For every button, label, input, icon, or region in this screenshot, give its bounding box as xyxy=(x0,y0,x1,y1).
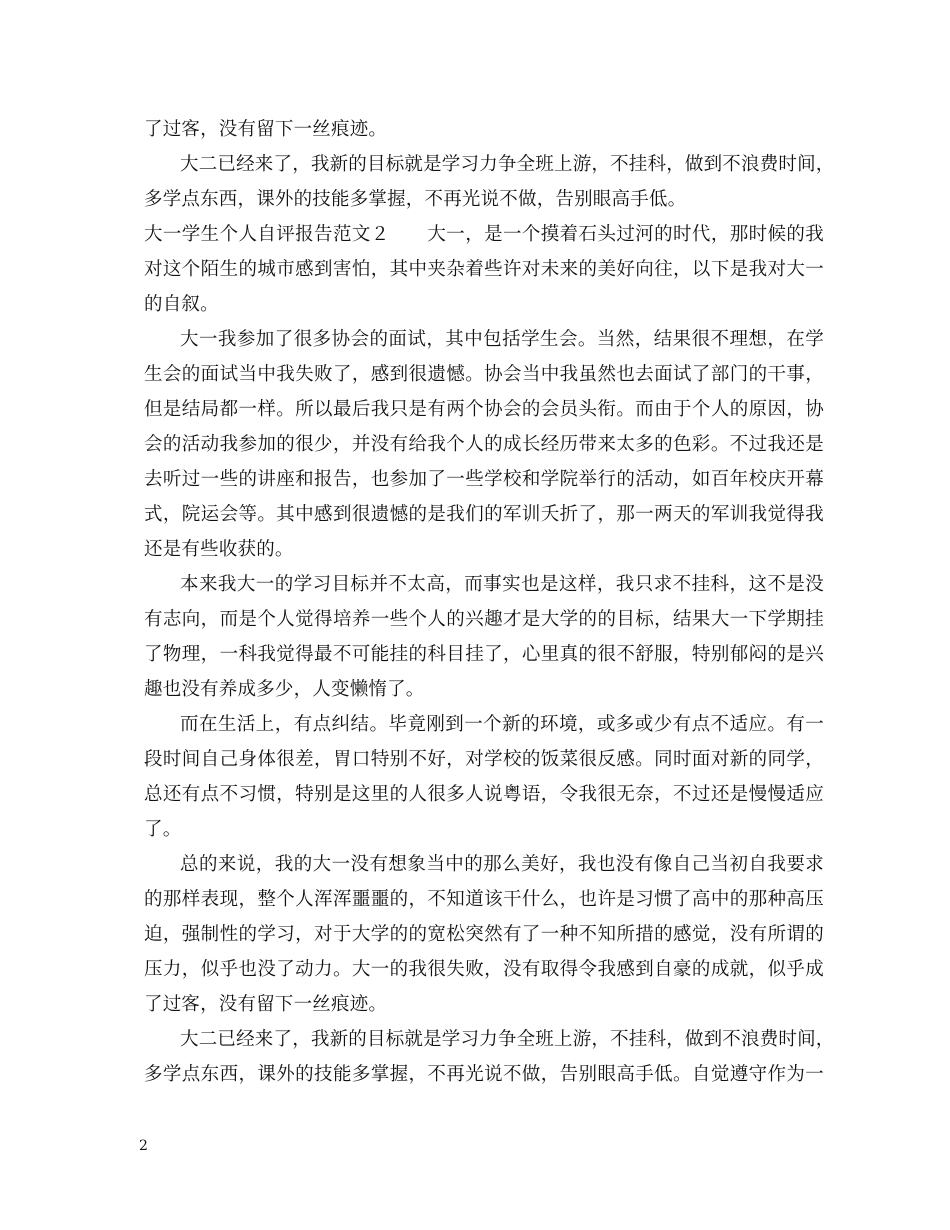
text-line: 总的来说，我的大一没有想象当中的那么美好，我也没有像自己当初自我要求 xyxy=(180,854,824,875)
text-line: 大二已经来了，我新的目标就是学习力争全班上游，不挂科，做到不浪费时间， xyxy=(180,154,835,175)
text-line: 多学点东西，课外的技能多掌握，不再光说不做，告别眼高手低。 xyxy=(144,189,687,210)
text-line: 生会的面试当中我失败了，感到很遗憾。协会当中我虽然也去面试了部门的干事， xyxy=(144,364,824,385)
text-line: 会的活动我参加的很少，并没有给我个人的成长经历带来太多的色彩。不过我还是 xyxy=(144,434,824,455)
text-line: 大一我参加了很多协会的面试，其中包括学生会。当然，结果很不理想，在学 xyxy=(180,329,824,350)
page-number: 2 xyxy=(139,1138,148,1154)
text-line: 大二已经来了，我新的目标就是学习力争全班上游，不挂科，做到不浪费时间， xyxy=(180,1029,835,1050)
text-line: 去听过一些的讲座和报告，也参加了一些学校和学院举行的活动，如百年校庆开幕 xyxy=(144,469,824,490)
text-line: 了过客，没有留下一丝痕迹。 xyxy=(144,994,388,1015)
text-line: 而在生活上，有点纠结。毕竟刚到一个新的环境，或多或少有点不适应。有一 xyxy=(180,714,824,735)
text-line: 压力，似乎也没了动力。大一的我很失败，没有取得令我感到自豪的成就，似乎成 xyxy=(144,959,824,980)
text-line: 本来我大一的学习目标并不太高，而事实也是这样，我只求不挂科，这不是没 xyxy=(180,574,824,595)
text-line: 有志向，而是个人觉得培养一些个人的兴趣才是大学的的目标，结果大一下学期挂 xyxy=(144,609,824,630)
text-line: 的自叙。 xyxy=(144,294,219,315)
text-line: 了过客，没有留下一丝痕迹。 xyxy=(144,119,388,140)
text-line: 迫，强制性的学习，对于大学的的宽松突然有了一种不知所措的感觉，没有所谓的 xyxy=(144,924,824,945)
text-line: 的那样表现，整个人浑浑噩噩的，不知道该干什么，也许是习惯了高中的那种高压 xyxy=(144,889,824,910)
text-line: 还是有些收获的。 xyxy=(144,539,294,560)
text-line: 对这个陌生的城市感到害怕，其中夹杂着些许对未来的美好向往，以下是我对大一 xyxy=(144,259,824,280)
text-line: 段时间自己身体很差，胃口特别不好，对学校的饭菜很反感。同时面对新的同学， xyxy=(144,749,824,770)
text-line: 大一学生个人自评报告范文２ 大一，是一个摸着石头过河的时代，那时候的我 xyxy=(144,224,824,245)
text-line: 但是结局都一样。所以最后我只是有两个协会的会员头衔。而由于个人的原因，协 xyxy=(144,399,824,420)
text-line: 总还有点不习惯，特别是这里的人很多人说粤语，令我很无奈，不过还是慢慢适应 xyxy=(144,784,824,805)
text-line: 了物理，一科我觉得最不可能挂的科目挂了，心里真的很不舒服，特别郁闷的是兴 xyxy=(144,644,824,665)
text-line: 了。 xyxy=(144,819,182,840)
text-line: 多学点东西，课外的技能多掌握，不再光说不做，告别眼高手低。自觉遵守作为一 xyxy=(144,1064,824,1085)
text-line: 式，院运会等。其中感到很遗憾的是我们的军训夭折了，那一两天的军训我觉得我 xyxy=(144,504,824,525)
text-line: 趣也没有养成多少，人变懒惰了。 xyxy=(144,679,425,700)
